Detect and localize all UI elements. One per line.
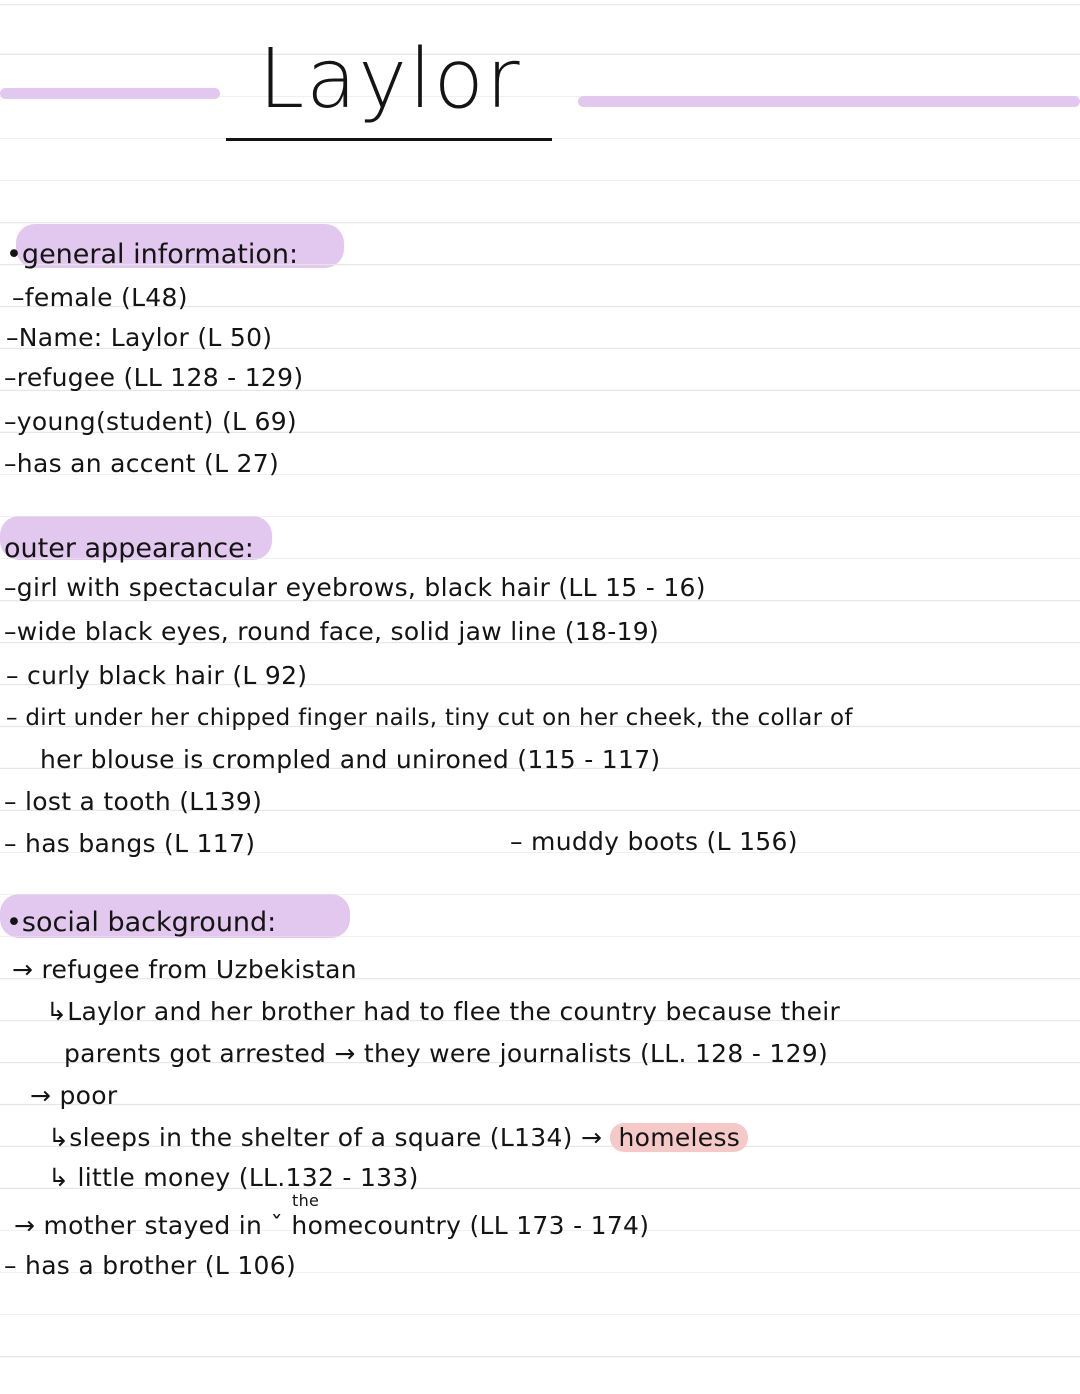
social-line: ↳sleeps in the shelter of a square (L134) → homeless [48, 1120, 748, 1156]
insert-word: the [292, 1191, 320, 1210]
outer-line: her blouse is crompled and unironed (115 - 117) [40, 745, 661, 774]
general-line: –female (L48) [12, 283, 188, 312]
social-line: ↳ little money (LL.132 - 133) [48, 1163, 419, 1192]
social-line: → refugee from Uzbekistan [12, 955, 357, 984]
homeless-highlight: homeless [610, 1123, 748, 1152]
general-line: –has an accent (L 27) [4, 449, 280, 478]
title-underline [226, 138, 552, 141]
outer-side-note: – muddy boots (L 156) [510, 827, 798, 856]
outer-appearance-heading: outer appearance: [4, 530, 254, 568]
title-highlight-left [0, 88, 220, 99]
outer-line: – has bangs (L 117) [4, 829, 256, 858]
outer-line: – dirt under her chipped finger nails, tiny cut on her cheek, the collar of [6, 705, 853, 731]
page-title: Laylor [258, 32, 522, 127]
outer-line: – curly black hair (L 92) [6, 661, 308, 690]
general-line: –Name: Laylor (L 50) [6, 323, 273, 352]
general-line: –young(student) (L 69) [4, 407, 297, 436]
social-line: ↳Laylor and her brother had to flee the country because their [46, 997, 841, 1026]
general-information-heading: •general information: [6, 236, 298, 274]
social-line: – has a brother (L 106) [4, 1251, 296, 1280]
title-highlight-right [578, 96, 1080, 107]
outer-line: –girl with spectacular eyebrows, black hair (LL 15 - 16) [4, 573, 706, 602]
general-line: –refugee (LL 128 - 129) [4, 363, 304, 392]
social-line: → poor [30, 1081, 118, 1110]
social-line: → mother stayed in ˇ homecountry (LL 173 - 174) [14, 1211, 650, 1240]
social-line: parents got arrested → they were journalists (LL. 128 - 129) [64, 1039, 829, 1068]
outer-line: – lost a tooth (L139) [4, 787, 263, 816]
outer-line: –wide black eyes, round face, solid jaw line (18-19) [4, 617, 660, 646]
social-background-heading: •social background: [6, 904, 276, 942]
